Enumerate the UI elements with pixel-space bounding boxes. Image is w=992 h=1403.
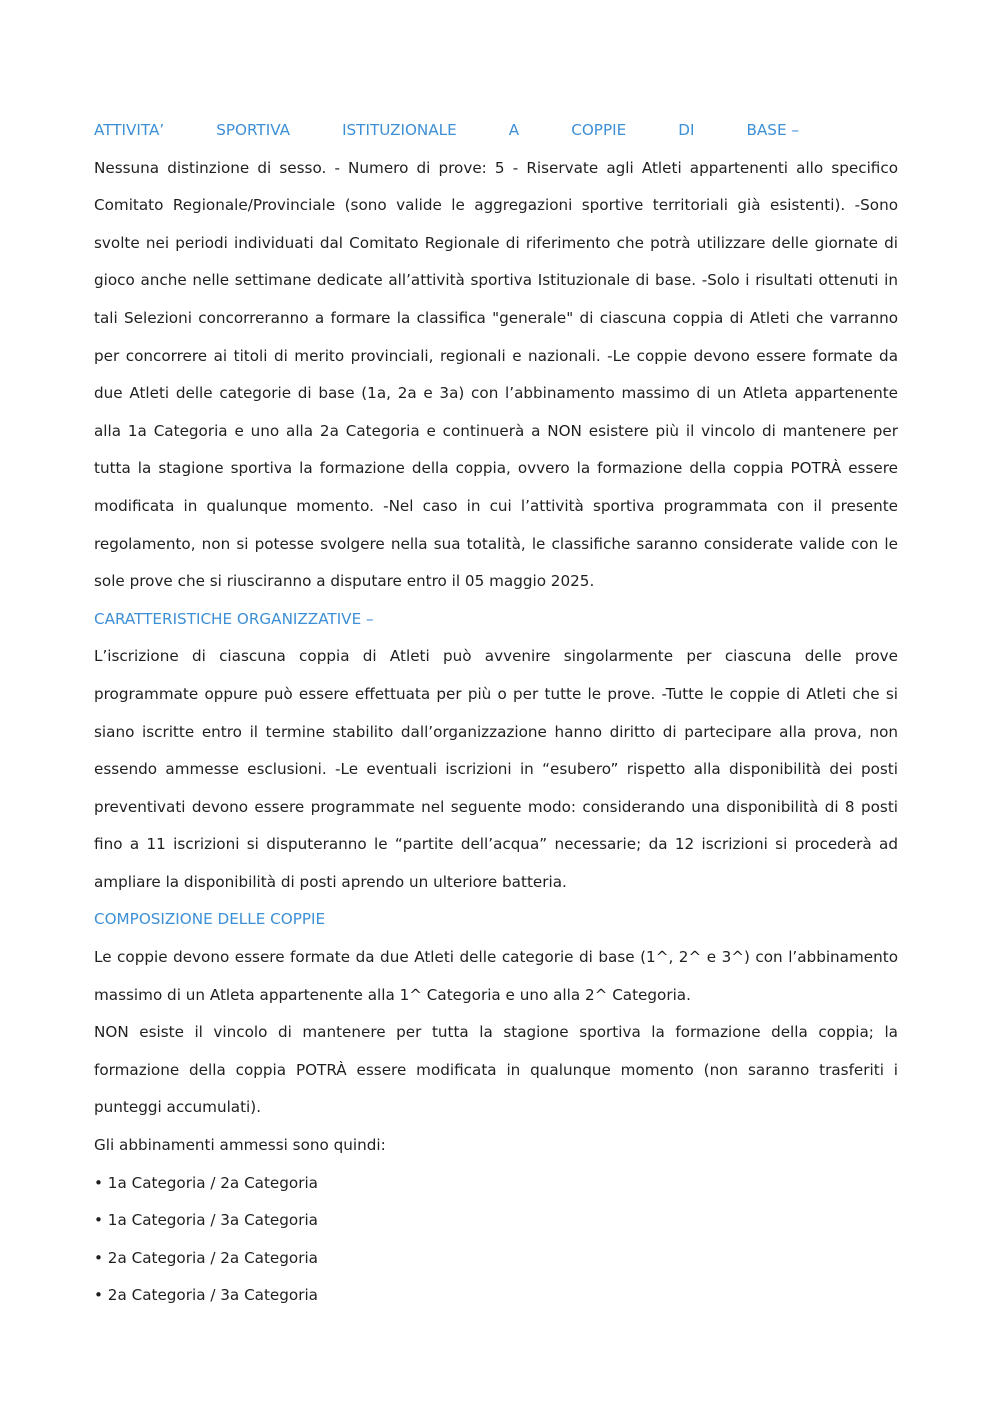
section-attivita bbox=[94, 112, 898, 601]
heading-word: COPPIE bbox=[571, 121, 627, 139]
paragraph-attivita: Nessuna distinzione di sesso. - Numero di prove: 5 - Riservate agli Atleti appartenenti allo specifico Comitato Regionale/Provinciale (sono valide le aggregazioni sportive territoriali già esistenti). -Sono svolte nei periodi individuati dal Comitato Regionale di riferimento che potrà utilizzare delle giornate di gioco anche nelle settimane dedicate all’attività sportiva Istituzionale di base. -Solo i risultati ottenuti in tali Selezioni concorreranno a formare la classifica "generale" di ciascuna coppia di Atleti che varranno per concorrere ai titoli di merito provinciali, regionali e nazionali. -Le coppie devono essere formate da due Atleti delle categorie di base (1a, 2a e 3a) con l’abbinamento massimo di un Atleta appartenente alla 1a Categoria e uno alla 2a Categoria e continuerà a NON esistere più il vincolo di mantenere per tutta la stagione sportiva la formazione della coppia, ovvero la formazione della coppia POTRÀ essere modificata in qualunque momento. -Nel caso in cui l’attività sportiva programmata con il presente regolamento, non si potesse svolgere nella sua totalità, le classifiche saranno considerate valide con le sole prove che si riusciranno a disputare entro il 05 maggio 2025. bbox=[94, 158, 898, 591]
section-caratteristiche bbox=[94, 601, 898, 902]
heading-word: SPORTIVA bbox=[216, 121, 290, 139]
heading-word: A bbox=[508, 121, 520, 139]
paragraph-composizione-3: Gli abbinamenti ammessi sono quindi: bbox=[94, 1136, 386, 1155]
list-item: • 2a Categoria / 3a Categoria bbox=[94, 1286, 318, 1305]
section-composizione bbox=[94, 901, 898, 1315]
list-item: • 1a Categoria / 3a Categoria bbox=[94, 1211, 318, 1230]
list-item: • 2a Categoria / 2a Categoria bbox=[94, 1248, 318, 1267]
paragraph-composizione-1: Le coppie devono essere formate da due Atleti delle categorie di base (1^, 2^ e 3^) con l’abbinamento massimo di un Atleta appartenente alla 1^ Categoria e uno alla 2^ Categoria. bbox=[94, 948, 898, 1004]
pairings-list bbox=[94, 1165, 898, 1315]
document-page bbox=[94, 112, 898, 1315]
section-heading-composizione: COMPOSIZIONE DELLE COPPIE bbox=[94, 910, 326, 929]
paragraph-caratteristiche: L’iscrizione di ciascuna coppia di Atleti può avvenire singolarmente per ciascuna delle prove programmate oppure può essere effettuata per più o per tutte le prove. -Tutte le coppie di Atleti che si siano iscritte entro il termine stabilito dall’organizzazione hanno diritto di partecipare alla prova, non essendo ammesse esclusioni. -Le eventuali iscrizioni in “esubero” rispetto alla disponibilità dei posti preventivati devono essere programmate nel seguente modo: considerando una disponibilità di 8 posti fino a 11 iscrizioni si disputeranno le “partite dell’acqua” necessarie; da 12 iscrizioni si procederà ad ampliare la disponibilità di posti aprendo un ulteriore batteria. bbox=[94, 647, 898, 891]
heading-word: DI bbox=[678, 121, 695, 139]
list-item: • 1a Categoria / 2a Categoria bbox=[94, 1173, 318, 1192]
heading-word: BASE – bbox=[746, 121, 799, 139]
heading-word: ISTITUZIONALE bbox=[342, 121, 457, 139]
heading-word: ATTIVITA’ bbox=[94, 121, 165, 139]
section-heading-caratteristiche: CARATTERISTICHE ORGANIZZATIVE – bbox=[94, 609, 374, 628]
paragraph-composizione-2: NON esiste il vincolo di mantenere per tutta la stagione sportiva la formazione della coppia; la formazione della coppia POTRÀ essere modificata in qualunque momento (non saranno trasferiti i punteggi accumulati). bbox=[94, 1023, 898, 1117]
section-heading-attivita bbox=[94, 112, 799, 150]
